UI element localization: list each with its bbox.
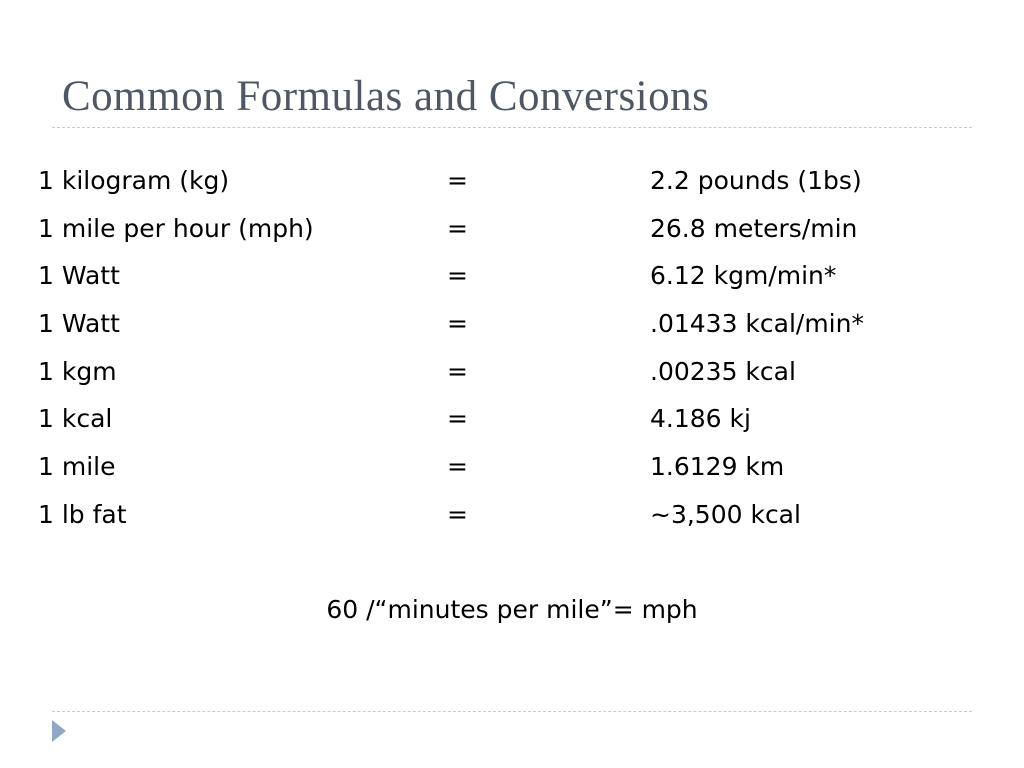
- conversion-value: 1.6129 km: [650, 452, 785, 482]
- formula-numerator: 60 /: [326, 595, 375, 624]
- conversion-row: [38, 395, 998, 443]
- pace-formula: [0, 586, 1024, 634]
- footer-divider: [52, 711, 972, 712]
- conversion-row: [38, 491, 998, 539]
- triangle-right-icon: [52, 720, 66, 742]
- conversion-unit: 1 mile per hour (mph): [38, 213, 314, 243]
- formula-result: = mph: [612, 595, 698, 624]
- conversion-row: [38, 157, 998, 205]
- equals-sign: =: [447, 499, 468, 529]
- conversion-row: [38, 252, 998, 300]
- conversion-row: [38, 348, 998, 396]
- conversion-value: 4.186 kj: [650, 404, 751, 434]
- conversion-unit: 1 Watt: [38, 309, 120, 339]
- conversion-unit: 1 lb fat: [38, 499, 127, 529]
- conversion-value: ~3,500 kcal: [650, 499, 801, 529]
- conversion-value: 26.8 meters/min: [650, 213, 858, 243]
- equals-sign: =: [447, 261, 468, 291]
- conversion-value: 2.2 pounds (1bs): [650, 166, 862, 195]
- slide-title: Common Formulas and Conversions: [62, 73, 710, 120]
- conversion-table: [38, 157, 998, 539]
- conversion-value: 6.12 kgm/min*: [650, 261, 837, 291]
- conversion-unit: 1 kgm: [38, 356, 117, 386]
- equals-sign: =: [447, 404, 468, 434]
- conversion-row: [38, 443, 998, 491]
- formula-divisor: “minutes per mile”: [374, 595, 613, 624]
- equals-sign: =: [447, 166, 468, 195]
- equals-sign: =: [447, 213, 468, 243]
- conversion-unit: 1 kcal: [38, 404, 113, 434]
- conversion-unit: 1 mile: [38, 452, 116, 482]
- title-divider: [52, 127, 972, 128]
- equals-sign: =: [447, 309, 468, 339]
- conversion-value: .00235 kcal: [650, 356, 796, 386]
- conversion-row: [38, 300, 998, 348]
- conversion-unit: 1 Watt: [38, 261, 120, 291]
- equals-sign: =: [447, 452, 468, 482]
- conversion-row: [38, 205, 998, 253]
- conversion-unit: 1 kilogram (kg): [38, 166, 230, 195]
- conversion-value: .01433 kcal/min*: [650, 309, 864, 339]
- equals-sign: =: [447, 356, 468, 386]
